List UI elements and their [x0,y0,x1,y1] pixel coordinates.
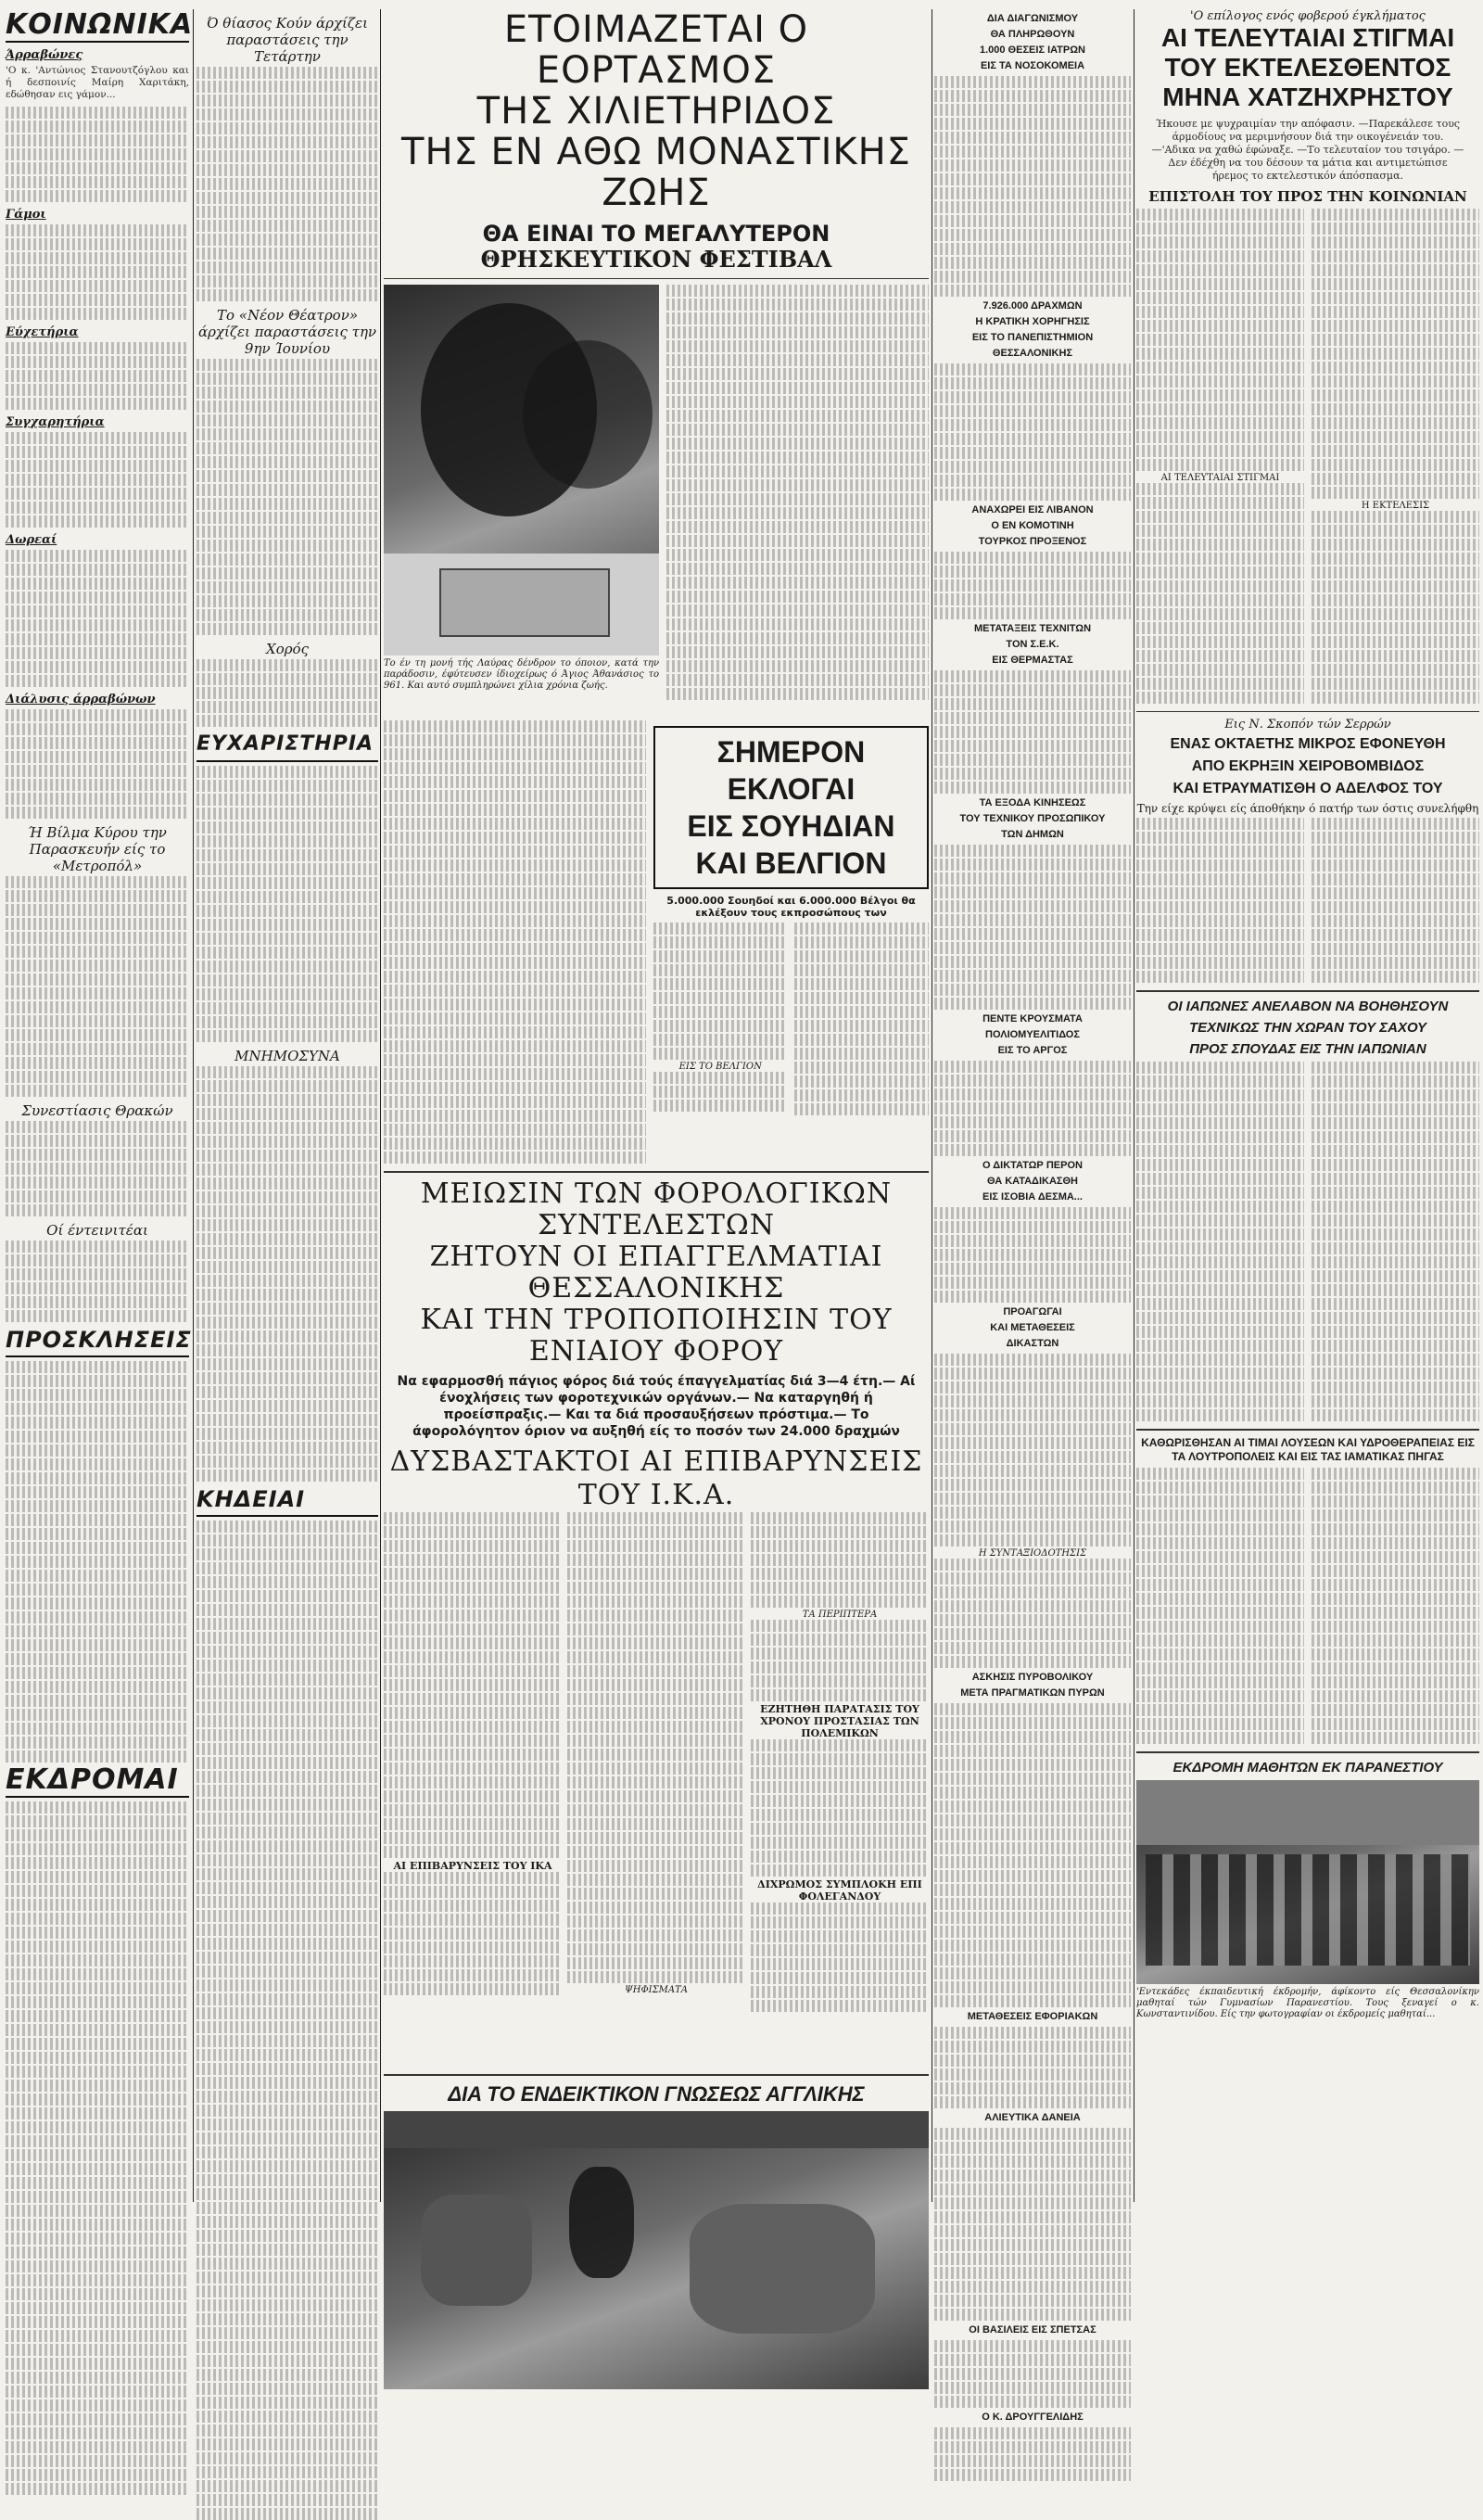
tax-subhead: Να εφαρμοσθή πάγιος φόρος διά τούς έπαγγελματίας διά 3—4 έτη.— Αί ένοχλήσεις των φοροτεχνικών οργάνων.— Να καταργηθή ή προείσπραξις.— Και τα διά προσαυξήσεων πρόστιμα.— Το άφορολόγητον όριον να αυξηθή είς το ποσόν των 24.000 δραχμών [397,1374,916,1439]
heading-folegandros: ΔΙΧΡΩΜΟΣ ΣΥΜΠΛΟΚΗ ΕΠΙ ΦΟΛΕΓΑΝΔΟΥ [757,1878,922,1903]
headline-doctors-line1: ΔΙΑ ΔΙΑΓΩΝΙΣΜΟΥ [986,13,1079,24]
article-text: 'Ο κ. 'Αντώνιος Στανουτζόγλου και ή δεσποινίς Μαίρη Χαριτάκη, εδώθησαν εις γάμον... [6,65,189,100]
column-rule [193,9,194,2202]
heading-dissolutions: Διάλυσις άρραβώνων [6,693,156,706]
headline-polio-line1: ΠΕΝΤΕ ΚΡΟΥΣΜΑΤΑ [982,1013,1083,1025]
column-execution [1136,9,1479,2202]
column-front [384,9,929,2202]
section-title-excursions: ΕΚΔΡΟΜΑΙ [6,1764,189,1798]
students-caption: 'Εντεκάδες έκπαιδευτική έκδρομήν, άφίκοντο είς Θεσσαλονίκην μαθηταί τών Γυμνασίων Παρανεστίου. Τους ξεναγεί ο κ. Κωνσταντινίδου. Είς την φωτογραφίαν οι έκδρομείς μαθηταί... [1136,1987,1479,2019]
column-social [6,8,194,2202]
kicker-epilogue: 'Ο επίλογος ενός φοβερού έγκλήματος [1190,9,1426,23]
heading-neon-theatron: Το «Νέον Θέατρον» άρχίζει παραστάσεις την 9ην Ίουνίου [197,307,377,357]
headline-japan-line2: ΤΕΧΝΙΚΩΣ ΤΗΝ ΧΩΡΑΝ ΤΟΥ ΣΑΧΟΥ [1188,1020,1427,1036]
heading-meetings: Οί έντεινιτέαι [46,1222,148,1239]
column-rule [380,9,381,2202]
headline-elections-line3: ΚΑΙ ΒΕΛΓΙΟΝ [695,846,887,880]
headline-artillery-line1: ΑΣΚΗΣΙΣ ΠΥΡΟΒΟΛΙΚΟΥ [971,1672,1094,1683]
headline-judges-line1: ΠΡΟΑΓΩΓΑΙ [1003,1306,1062,1317]
heading-extension: ΕΖΗΤΗΘΗ ΠΑΡΑΤΑΣΙΣ ΤΟΥ ΧΡΟΝΟΥ ΠΡΟΣΤΑΣΙΑΣ ΤΩΝ ΠΟΛΕΜΙΚΩΝ [760,1703,919,1739]
heading-dance: Χορός [266,641,309,657]
section-title-funerals: ΚΗΔΕΙΑΙ [196,1483,378,1517]
headline-tax-line2: ΖΗΤΟΥΝ ΟΙ ΕΠΑΓΓΕΛΜΑΤΙΑΙ ΘΕΣΣΑΛΟΝΙΚΗΣ [429,1241,883,1305]
boy-subhead: Την είχε κρύψει είς άποθήκην ό πατήρ των όστις συνελήφθη [1136,802,1479,815]
section-title-invitations: ΠΡΟΣΚΛΗΣΕΙΣ [6,1324,189,1357]
headline-athos-line1: ΕΤΟΙΜΑΖΕΤΑΙ Ο ΕΟΡΤΑΣΜΟΣ [503,8,809,92]
column-news [934,9,1131,2423]
headline-techs-line2: ΤΟΝ Σ.Ε.Κ. [1006,639,1059,650]
heading-ika-burden: ΑΙ ΕΠΙΒΑΡΥΝΣΕΙΣ ΤΟΥ ΙΚΑ [393,1860,552,1872]
subhead-festival-line1: ΘΑ ΕΙΝΑΙ ΤΟ ΜΕΓΑΛΥΤΕΡΟΝ [482,221,830,247]
headline-english: ΔΙΑ ΤΟ ΕΝΔΕΙΚΤΙΚΟΝ ΓΝΩΣΕΩΣ ΑΓΓΛΙΚΗΣ [448,2082,865,2106]
headline-fish-loans: ΑΛΙΕΥΤΙΚΑ ΔΑΝΕΙΑ [984,2112,1081,2123]
headline-grant-line2: Η ΚΡΑΤΙΚΗ ΧΟΡΗΓΗΣΙΣ [975,316,1090,327]
headline-drougelidis: Ο Κ. ΔΡΟΥΓΓΕΛΙΔΗΣ [982,2412,1084,2423]
kicker-serres: Εις Ν. Σκοπόν τών Σερρών [1224,718,1391,732]
headline-doctors-line2: ΘΑ ΠΛΗΡΩΘΟΥΝ [990,29,1075,40]
headline-tax-line3: ΚΑΙ ΤΗΝ ΤΡΟΠΟΠΟΙΗΣΙΝ ΤΟΥ ΕΝΙΑΙΟΥ ΦΟΡΟΥ [420,1304,893,1368]
headline-lebanon-line1: ΑΝΑΧΩΡΕΙ ΕΙΣ ΛΙΒΑΝΟΝ [971,504,1094,515]
headline-peron-line1: Ο ΔΙΚΤΑΤΩΡ ΠΕΡΟΝ [982,1160,1083,1171]
headline-grant-line1: 7.926.000 ΔΡΑΧΜΩΝ [982,300,1083,312]
headline-execution-line1: ΑΙ ΤΕΛΕΥΤΑΙΑΙ ΣΤΙΓΜΑΙ [1160,23,1455,52]
headline-moves-line2: ΤΟΥ ΤΕΧΝΙΚΟΥ ΠΡΟΣΩΠΙΚΟΥ [959,813,1106,824]
headline-tax-offices: ΜΕΤΑΘΕΣΕΙΣ ΕΦΟΡΙΑΚΩΝ [967,2011,1098,2022]
heading-belgium: ΕΙΣ ΤΟ ΒΕΛΓΙΟΝ [678,1062,762,1072]
heading-vilma-kyrou: Ή Βίλμα Κύρου την Παρασκευήν είς το «Μετροπόλ» [28,824,167,874]
headline-peron-line2: ΘΑ ΚΑΤΑΔΙΚΑΣΘΗ [986,1176,1079,1187]
headline-polio-line2: ΠΟΛΙΟΜΥΕΛΙΤΙΔΟΣ [985,1029,1080,1040]
heading-donations: Δωρεαί [6,533,57,547]
headline-artillery-line2: ΜΕΤΑ ΠΡΑΓΜΑΤΙΚΩΝ ΠΥΡΩΝ [960,1687,1105,1699]
headline-peron-line3: ΕΙΣ ΙΣΟΒΙΑ ΔΕΣΜΑ... [982,1191,1083,1203]
headline-doctors-line3: 1.000 ΘΕΣΕΙΣ ΙΑΤΡΩΝ [979,45,1086,56]
heading-koun: Ό θίασος Κούν άρχίζει παραστάσεις την Τετάρτην [206,15,368,65]
heading-memorials: ΜΝΗΜΟΣΥΝΑ [234,1048,340,1064]
heading-last-moments: ΑΙ ΤΕΛΕΥΤΑΙΑΙ ΣΤΙΓΜΑΙ [1160,473,1280,483]
headline-baths: ΚΑΘΩΡΙΣΘΗΣΑΝ ΑΙ ΤΙΜΑΙ ΛΟΥΣΕΩΝ ΚΑΙ ΥΔΡΟΘΕΡΑΠΕΙΑΣ ΕΙΣ ΤΑ ΛΟΥΤΡΟΠΟΛΕΙΣ ΚΑΙ ΕΙΣ ΤΑΣ ΙΑΜΑΤΙΚΑΣ ΠΗΓΑΣ [1141,1436,1475,1463]
photo-students [1136,1780,1479,1984]
headline-techs-line1: ΜΕΤΑΤΑΞΕΙΣ ΤΕΧΝΙΤΩΝ [973,623,1092,634]
heading-pensions: Η ΣΥΝΤΑΞΙΟΔΟΤΗΣΙΣ [978,1548,1087,1559]
headline-boy-line3: ΚΑΙ ΕΤΡΑΥΜΑΤΙΣΘΗ Ο ΑΔΕΛΦΟΣ ΤΟΥ [1172,781,1443,796]
headline-execution-line2: ΤΟΥ ΕΚΤΕΛΕΣΘΕΝΤΟΣ [1164,53,1451,82]
headline-elections-line2: ΕΙΣ ΣΟΥΗΔΙΑΝ [687,809,895,843]
headline-grant-line4: ΘΕΣΣΑΛΟΝΙΚΗΣ [992,348,1073,359]
column-theatre [196,9,378,2202]
headline-spetses: ΟΙ ΒΑΣΙΛΕΙΣ ΕΙΣ ΣΠΕΤΣΑΣ [969,2324,1096,2335]
elections-subhead: 5.000.000 Σουηδοί και 6.000.000 Βέλγοι θα εκλέξουν τους εκπροσώπους των [666,895,916,919]
headline-judges-line2: ΚΑΙ ΜΕΤΑΘΕΣΕΙΣ [990,1322,1075,1333]
heading-congratulations: Συγχαρητήρια [6,415,105,429]
section-title-social: ΚΟΙΝΩΝΙΚΑ [6,8,194,41]
headline-lebanon-line3: ΤΟΥΡΚΟΣ ΠΡΟΞΕΝΟΣ [978,536,1087,547]
headline-execution-line3: ΜΗΝΑ ΧΑΤΖΗΧΡΗΣΤΟΥ [1162,83,1453,111]
headline-doctors-line4: ΕΙΣ ΤΑ ΝΟΣΟΚΟΜΕΙΑ [980,60,1085,71]
headline-boy-line1: ΕΝΑΣ ΟΚΤΑΕΤΗΣ ΜΙΚΡΟΣ ΕΦΟΝΕΥΘΗ [1170,736,1446,752]
headline-boy-line2: ΑΠΟ ΕΚΡΗΞΙΝ ΧΕΙΡΟΒΟΜΒΙΔΟΣ [1191,758,1425,774]
heading-wishes: Εύχετήρια [6,325,79,339]
heading-execution: Η ΕΚΤΕΛΕΣΙΣ [1361,501,1430,511]
headline-moves-line1: ΤΑ ΕΞΟΔΑ ΚΙΝΗΣΕΩΣ [979,797,1086,808]
execution-subhead: Ήκουσε με ψυχραιμίαν την απόφασιν. —Παρεκάλεσε τους άρμοδίους να μεριμνήσουν διά την οικογένειάν του. —'Αδικα να χαθώ έφώναξε. —Το τελευταίον του τσιγάρο. —Δεν έδέχθη να του δέσουν τα μάτια και αντιμετώπισε ήρεμος το εκτελεστικόν άπόσπασμα. [1151,118,1464,182]
heading-thracians: Συνεστίασις Θρακών [21,1102,173,1119]
headline-ika: ΔΥΣΒΑΣΤΑΚΤΟΙ ΑΙ ΕΠΙΒΑΡΥΝΣΕΙΣ ΤΟΥ Ι.Κ.Α. [389,1445,923,1511]
heading-engagements: Άρραβώνες [6,48,83,62]
headline-judges-line3: ΔΙΚΑΣΤΩΝ [1006,1338,1059,1349]
heading-kiosks: ΤΑ ΠΕΡΙΠΤΕΡΑ [802,1610,878,1620]
photo-caption: Το έν τη μονή τής Λαύρας δένδρον το όποιον, κατά την παράδοσιν, έφύτευσεν ίδιοχείρως ό Άγιος Άθανάσιος το 961. Και αυτό συμπληρώνει χίλια χρόνια ζωής. [384,658,660,691]
heading-letter: ΕΠΙΣΤΟΛΗ ΤΟΥ ΠΡΟΣ ΤΗΝ ΚΟΙΝΩΝΙΑΝ [1148,188,1467,205]
headline-athos-line2: ΤΗΣ ΧΙΛΙΕΤΗΡΙΔΟΣ [476,90,836,133]
photo-english-exam [384,2111,929,2389]
headline-athos-line3: ΤΗΣ ΕΝ ΑΘΩ ΜΟΝΑΣΤΙΚΗΣ ΖΩΗΣ [401,131,911,214]
headline-polio-line3: ΕΙΣ ΤΟ ΑΡΓΟΣ [997,1045,1068,1056]
headline-grant-line3: ΕΙΣ ΤΟ ΠΑΝΕΠΙΣΤΗΜΙΟΝ [971,332,1094,343]
headline-techs-line3: ΕΙΣ ΘΕΡΜΑΣΤΑΣ [992,655,1073,666]
headline-japan-line1: ΟΙ ΙΑΠΩΝΕΣ ΑΝΕΛΑΒΟΝ ΝΑ ΒΟΗΘΗΣΟΥΝ [1167,999,1449,1014]
headline-students: ΕΚΔΡΟΜΗ ΜΑΘΗΤΩΝ ΕΚ ΠΑΡΑΝΕΣΤΙΟΥ [1172,1760,1443,1775]
headline-tax-line1: ΜΕΙΩΣΙΝ ΤΩΝ ΦΟΡΟΛΟΓΙΚΩΝ ΣΥΝΤΕΛΕΣΤΩΝ [420,1177,893,1241]
japan-subhead: ΠΡΟΣ ΣΠΟΥΔΑΣ ΕΙΣ ΤΗΝ ΙΑΠΩΝΙΑΝ [1189,1041,1426,1057]
headline-moves-line3: ΤΩΝ ΔΗΜΩΝ [1001,829,1064,840]
section-title-thanks: ΕΥΧΑΡΙΣΤΗΡΙΑ [196,729,378,762]
heading-weddings: Γάμοι [6,208,46,222]
photo-lavra-tree [384,285,659,655]
headline-lebanon-line2: Ο ΕΝ ΚΟΜΟΤΙΝΗ [991,520,1074,531]
heading-resolutions: ΨΗΦΙΣΜΑΤΑ [624,1985,689,1995]
subhead-festival-line2: ΘΡΗΣΚΕΥΤΙΚΟΝ ΦΕΣΤΙΒΑΛ [480,246,832,273]
headline-elections-line1: ΣΗΜΕΡΟΝ ΕΚΛΟΓΑΙ [716,735,866,806]
